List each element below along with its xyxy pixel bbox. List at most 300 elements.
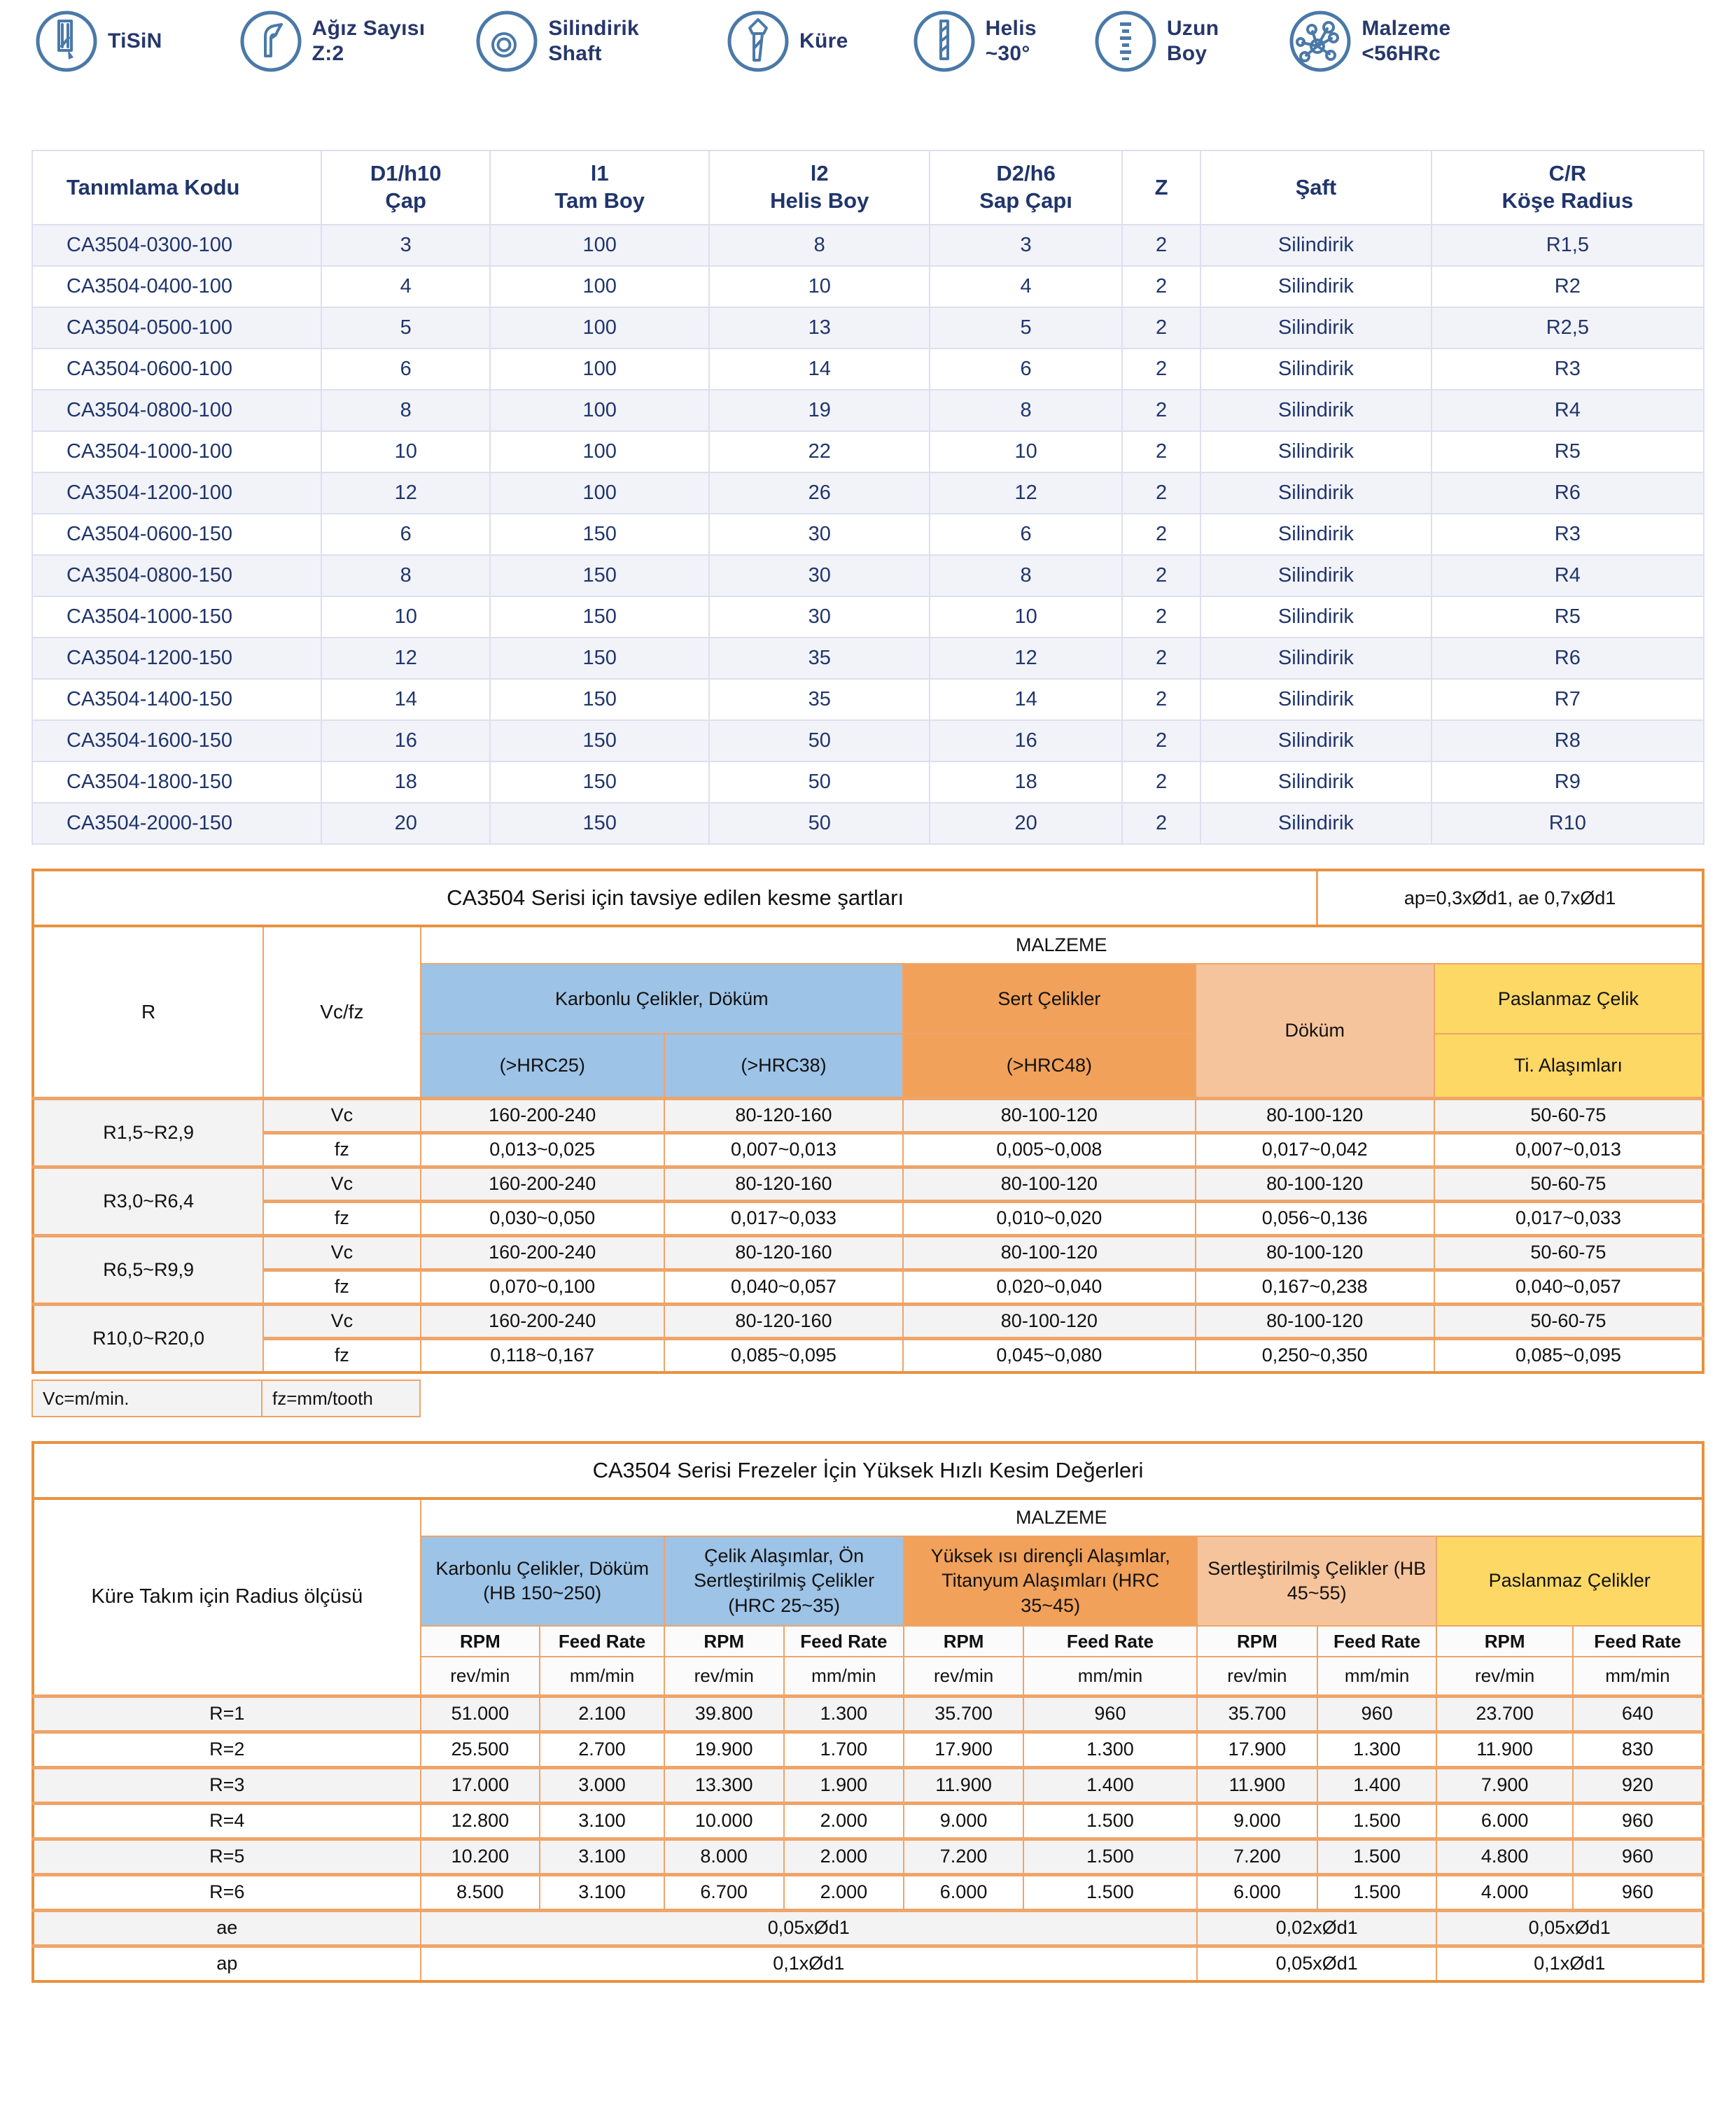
feed-unit-header: mm/min <box>1317 1657 1437 1696</box>
cell: R4 <box>1432 390 1704 431</box>
material-group-hard-steels: Sert Çelikler <box>903 964 1196 1034</box>
cell: 80-120-160 <box>664 1167 903 1201</box>
cell: Silindirik <box>1200 431 1432 472</box>
cell: 1.700 <box>784 1732 904 1767</box>
cell: 80-120-160 <box>664 1235 903 1270</box>
cell: 14 <box>709 349 930 390</box>
cell: 19 <box>709 390 930 431</box>
cutting-conditions-note: ap=0,3xØd1, ae 0,7xØd1 <box>1404 887 1616 908</box>
table-row <box>32 803 1704 844</box>
feature-tisin <box>35 10 162 73</box>
cell: CA3504-2000-150 <box>32 803 321 844</box>
row-label: ae <box>33 1910 421 1946</box>
cell: 4 <box>930 266 1122 307</box>
cell: 16 <box>930 720 1122 761</box>
header-row <box>33 926 1703 964</box>
cell: 80-100-120 <box>1196 1235 1434 1270</box>
cell: 100 <box>490 307 709 349</box>
cell: 80-120-160 <box>664 1098 903 1132</box>
cell: 0,040~0,057 <box>664 1270 903 1304</box>
header-row <box>33 1498 1703 1536</box>
cell: 8 <box>709 225 930 266</box>
cell: 6.000 <box>1197 1874 1317 1910</box>
cell: 160-200-240 <box>421 1235 664 1270</box>
cell: 0,056~0,136 <box>1196 1201 1434 1235</box>
hardness-hrc48: (>HRC48) <box>903 1034 1196 1098</box>
cell: Silindirik <box>1200 638 1432 679</box>
cell: 18 <box>321 761 490 803</box>
r-range-cell: R10,0~R20,0 <box>33 1304 263 1373</box>
feedrate-header: Feed Rate <box>540 1626 664 1657</box>
cell: 2 <box>1122 803 1200 844</box>
cell: 100 <box>490 225 709 266</box>
feature-icon-strip <box>0 0 1736 73</box>
cell: 0,007~0,013 <box>664 1132 903 1167</box>
feature-icon-label: Uzun Boy <box>1166 17 1219 65</box>
cell: 50 <box>709 761 930 803</box>
table-row <box>33 1803 1703 1839</box>
cell: CA3504-0400-100 <box>32 266 321 307</box>
cell: 17.000 <box>421 1767 540 1803</box>
cell: 17.900 <box>1197 1732 1317 1767</box>
tisin-coating-icon <box>35 10 98 73</box>
table-row <box>32 761 1704 803</box>
cell: 12 <box>930 472 1122 514</box>
cell: 160-200-240 <box>421 1304 664 1338</box>
cell: Silindirik <box>1200 225 1432 266</box>
cell: 10 <box>321 596 490 638</box>
merged-cell: 0,05xØd1 <box>1436 1910 1703 1946</box>
cell: 7.200 <box>1197 1839 1317 1874</box>
cell: Silindirik <box>1200 761 1432 803</box>
feature-material-hardness <box>1289 10 1450 73</box>
r-range-cell: R3,0~R6,4 <box>33 1167 263 1235</box>
rpm-header: RPM <box>1436 1626 1572 1657</box>
cell: 50-60-75 <box>1434 1167 1703 1201</box>
material-group-stainless: Paslanmaz Çelik <box>1434 964 1703 1034</box>
cell: Silindirik <box>1200 514 1432 555</box>
cell: 2 <box>1122 225 1200 266</box>
row-label: ap <box>33 1946 421 1981</box>
cell: 1.500 <box>1023 1839 1197 1874</box>
feed-unit-header: mm/min <box>1023 1657 1197 1696</box>
cell: R10 <box>1432 803 1704 844</box>
cell: 0,005~0,008 <box>903 1132 1196 1167</box>
cell: 100 <box>490 266 709 307</box>
cell: R5 <box>1432 596 1704 638</box>
malzeme-header: MALZEME <box>421 926 1703 964</box>
cell: 11.900 <box>1197 1767 1317 1803</box>
cell: 100 <box>490 472 709 514</box>
cell: Silindirik <box>1200 720 1432 761</box>
hsm-titlebox <box>31 1441 1704 1497</box>
feature-icon-label: TiSiN <box>108 29 162 52</box>
cell: R6 <box>1432 472 1704 514</box>
cell: 2 <box>1122 720 1200 761</box>
cell: Silindirik <box>1200 349 1432 390</box>
cell: 35.700 <box>1197 1696 1317 1732</box>
radius-row-label: R=6 <box>33 1874 421 1910</box>
cell: 30 <box>709 596 930 638</box>
cell: CA3504-1600-150 <box>32 720 321 761</box>
cell: 6 <box>930 349 1122 390</box>
cell: 80-120-160 <box>664 1304 903 1338</box>
fz-label-cell: fz <box>263 1270 420 1304</box>
cell: 8 <box>930 555 1122 596</box>
cell: 10.000 <box>664 1803 784 1839</box>
cell: 2.000 <box>784 1803 904 1839</box>
cell: 20 <box>930 803 1122 844</box>
cell: Silindirik <box>1200 679 1432 720</box>
material-titanium-alloys: Yüksek ısı dirençli Alaşımlar, Titanyum Alaşımları (HRC 35~45) <box>904 1536 1197 1626</box>
cell: 50 <box>709 803 930 844</box>
cell: 80-100-120 <box>1196 1304 1434 1338</box>
cell: Silindirik <box>1200 307 1432 349</box>
cell: 4 <box>321 266 490 307</box>
cell: 80-100-120 <box>903 1235 1196 1270</box>
table-row <box>32 472 1704 514</box>
feedrate-header: Feed Rate <box>784 1626 904 1657</box>
cell: 9.000 <box>1197 1803 1317 1839</box>
cell: 150 <box>490 761 709 803</box>
feed-unit-header: mm/min <box>784 1657 904 1696</box>
cell: CA3504-0500-100 <box>32 307 321 349</box>
cell: 3.100 <box>540 1803 664 1839</box>
cell: 30 <box>709 555 930 596</box>
table-row <box>32 307 1704 349</box>
cell: 960 <box>1573 1803 1703 1839</box>
cell: 8 <box>930 390 1122 431</box>
cell: 960 <box>1573 1839 1703 1874</box>
cell: 12.800 <box>421 1803 540 1839</box>
hardness-hrc25: (>HRC25) <box>421 1034 664 1098</box>
rpm-header: RPM <box>421 1626 540 1657</box>
table-row <box>32 514 1704 555</box>
cell: 17.900 <box>904 1732 1023 1767</box>
table-row <box>33 1132 1703 1167</box>
cell: 2 <box>1122 761 1200 803</box>
r-range-cell: R6,5~R9,9 <box>33 1235 263 1304</box>
fz-label-cell: fz <box>263 1132 420 1167</box>
cell: 2.000 <box>784 1839 904 1874</box>
hsm-title: CA3504 Serisi Frezeler İçin Yüksek Hızlı Kesim Değerleri <box>592 1458 1144 1482</box>
cell: 20 <box>321 803 490 844</box>
cell: R2 <box>1432 266 1704 307</box>
cell: Silindirik <box>1200 266 1432 307</box>
radius-row-label: R=5 <box>33 1839 421 1874</box>
table-row <box>33 1098 1703 1132</box>
column-header: D1/h10 Çap <box>321 150 490 225</box>
radius-column-header: Küre Takım için Radius ölçüsü <box>33 1498 421 1696</box>
table-row <box>32 555 1704 596</box>
cell: Silindirik <box>1200 390 1432 431</box>
cutting-conditions-titlebox <box>31 869 1704 925</box>
rpm-header: RPM <box>904 1626 1023 1657</box>
cell: R1,5 <box>1432 225 1704 266</box>
feature-long-length <box>1094 10 1219 73</box>
cell: 18 <box>930 761 1122 803</box>
cell: 100 <box>490 349 709 390</box>
cell: 12 <box>321 638 490 679</box>
cell: 50-60-75 <box>1434 1098 1703 1132</box>
cell: 2 <box>1122 472 1200 514</box>
cell: Silindirik <box>1200 472 1432 514</box>
cell: 80-100-120 <box>903 1304 1196 1338</box>
cell: R2,5 <box>1432 307 1704 349</box>
long-length-icon <box>1094 10 1157 73</box>
feature-cylindrical-shaft <box>475 10 639 73</box>
cell: 14 <box>930 679 1122 720</box>
cell: 150 <box>490 596 709 638</box>
vc-label-cell: Vc <box>263 1098 420 1132</box>
table-row <box>33 1839 1703 1874</box>
cell: Silindirik <box>1200 596 1432 638</box>
cell: 51.000 <box>421 1696 540 1732</box>
cell: 80-100-120 <box>903 1167 1196 1201</box>
cell: 1.300 <box>1317 1732 1437 1767</box>
cell: 2 <box>1122 307 1200 349</box>
cell: CA3504-1200-100 <box>32 472 321 514</box>
table-row <box>32 638 1704 679</box>
cell: Silindirik <box>1200 803 1432 844</box>
cell: 100 <box>490 431 709 472</box>
table-row <box>33 1167 1703 1201</box>
cell: 8 <box>321 555 490 596</box>
cell: 6.000 <box>1436 1803 1572 1839</box>
cell: 1.500 <box>1317 1803 1437 1839</box>
material-carbon-steels: Karbonlu Çelikler, Döküm (HB 150~250) <box>421 1536 664 1626</box>
cell: 16 <box>321 720 490 761</box>
cell: 150 <box>490 638 709 679</box>
cell: 920 <box>1573 1767 1703 1803</box>
table-row <box>33 1732 1703 1767</box>
cell: 150 <box>490 720 709 761</box>
cell: 8.000 <box>664 1839 784 1874</box>
cell: 8.500 <box>421 1874 540 1910</box>
cell: CA3504-1000-100 <box>32 431 321 472</box>
flute-count-icon <box>239 10 302 73</box>
cell: 9.000 <box>904 1803 1023 1839</box>
vc-label-cell: Vc <box>263 1167 420 1201</box>
table-row <box>32 720 1704 761</box>
cell: 150 <box>490 679 709 720</box>
column-header: C/R Köşe Radius <box>1432 150 1704 225</box>
table-row <box>33 1304 1703 1338</box>
cell: 2 <box>1122 638 1200 679</box>
cylindrical-shaft-icon <box>475 10 538 73</box>
material-group-carbon-steels: Karbonlu Çelikler, Döküm <box>421 964 904 1034</box>
column-header: Şaft <box>1200 150 1432 225</box>
feedrate-header: Feed Rate <box>1573 1626 1703 1657</box>
hardness-hrc38: (>HRC38) <box>664 1034 903 1098</box>
cell: 6 <box>321 349 490 390</box>
cell: 0,070~0,100 <box>421 1270 664 1304</box>
cell: R6 <box>1432 638 1704 679</box>
cutting-conditions-footnotes <box>31 1380 1704 1417</box>
feedrate-header: Feed Rate <box>1317 1626 1437 1657</box>
cell: 1.300 <box>784 1696 904 1732</box>
vcfz-column-header: Vc/fz <box>263 926 420 1098</box>
cell: 35.700 <box>904 1696 1023 1732</box>
cell: CA3504-1200-150 <box>32 638 321 679</box>
feed-unit-header: mm/min <box>1573 1657 1703 1696</box>
cell: R9 <box>1432 761 1704 803</box>
cell: 640 <box>1573 1696 1703 1732</box>
feature-icon-label: Silindirik Shaft <box>548 17 640 65</box>
material-stainless-steels: Paslanmaz Çelikler <box>1436 1536 1703 1626</box>
r-column-header: R <box>33 926 263 1098</box>
cell: 10 <box>709 266 930 307</box>
merged-cell: 0,02xØd1 <box>1197 1910 1436 1946</box>
cell: 6.700 <box>664 1874 784 1910</box>
column-header: D2/h6 Sap Çapı <box>930 150 1122 225</box>
cell: 25.500 <box>421 1732 540 1767</box>
cell: Silindirik <box>1200 555 1432 596</box>
feature-icon-label: Küre <box>799 29 848 52</box>
cell: 35 <box>709 638 930 679</box>
cell: 0,030~0,050 <box>421 1201 664 1235</box>
merged-cell: 0,1xØd1 <box>421 1946 1197 1981</box>
feed-unit-header: mm/min <box>540 1657 664 1696</box>
cell: 0,040~0,057 <box>1434 1270 1703 1304</box>
table-row <box>32 390 1704 431</box>
cell: CA3504-0600-150 <box>32 514 321 555</box>
cell: CA3504-1400-150 <box>32 679 321 720</box>
cell: 2.000 <box>784 1874 904 1910</box>
rpm-unit-header: rev/min <box>664 1657 784 1696</box>
footnote-vc: Vc=m/min. <box>31 1380 262 1417</box>
cell: 0,085~0,095 <box>1434 1338 1703 1373</box>
feature-flute-count <box>239 10 426 73</box>
cell: 150 <box>490 514 709 555</box>
cell: R5 <box>1432 431 1704 472</box>
cell: 3 <box>321 225 490 266</box>
table-row <box>33 1874 1703 1910</box>
cell: R3 <box>1432 514 1704 555</box>
cell: 12 <box>930 638 1122 679</box>
cell: 160-200-240 <box>421 1098 664 1132</box>
cell: 0,007~0,013 <box>1434 1132 1703 1167</box>
vc-label-cell: Vc <box>263 1304 420 1338</box>
cell: 14 <box>321 679 490 720</box>
cell: 0,013~0,025 <box>421 1132 664 1167</box>
cell: 960 <box>1573 1874 1703 1910</box>
cell: 13.300 <box>664 1767 784 1803</box>
rpm-unit-header: rev/min <box>904 1657 1023 1696</box>
cell: 2 <box>1122 596 1200 638</box>
table-row <box>32 431 1704 472</box>
footnote-fz: fz=mm/tooth <box>262 1380 421 1417</box>
ti-alloys-header: Ti. Alaşımları <box>1434 1034 1703 1098</box>
column-header: l2 Helis Boy <box>709 150 930 225</box>
feature-icon-label: Malzeme <56HRc <box>1362 17 1451 65</box>
hsm-table <box>31 1497 1704 1983</box>
cell: CA3504-1800-150 <box>32 761 321 803</box>
cell: CA3504-0600-100 <box>32 349 321 390</box>
cell: 2 <box>1122 349 1200 390</box>
cell: 1.500 <box>1317 1839 1437 1874</box>
cell: 10.200 <box>421 1839 540 1874</box>
helix-angle-icon <box>913 10 976 73</box>
cell: 0,017~0,033 <box>1434 1201 1703 1235</box>
cell: R8 <box>1432 720 1704 761</box>
material-hardened-steels: Sertleştirilmiş Çelikler (HB 45~55) <box>1197 1536 1436 1626</box>
table-row <box>32 225 1704 266</box>
ball-nose-icon <box>727 10 790 73</box>
cell: 0,017~0,042 <box>1196 1132 1434 1167</box>
cell: 1.900 <box>784 1767 904 1803</box>
feature-icon-label: Helis ~30° <box>985 17 1037 65</box>
cell: 160-200-240 <box>421 1167 664 1201</box>
cell: 3.100 <box>540 1839 664 1874</box>
table-row <box>33 1338 1703 1373</box>
cell: 1.300 <box>1023 1732 1197 1767</box>
cell: 6.000 <box>904 1874 1023 1910</box>
cell: 6 <box>930 514 1122 555</box>
cell: 19.900 <box>664 1732 784 1767</box>
merged-cell: 0,05xØd1 <box>421 1910 1197 1946</box>
radius-row-label: R=1 <box>33 1696 421 1732</box>
rpm-unit-header: rev/min <box>421 1657 540 1696</box>
cell: 26 <box>709 472 930 514</box>
cell: R4 <box>1432 555 1704 596</box>
cell: 13 <box>709 307 930 349</box>
cell: 30 <box>709 514 930 555</box>
cell: 39.800 <box>664 1696 784 1732</box>
fz-label-cell: fz <box>263 1201 420 1235</box>
cell: 7.200 <box>904 1839 1023 1874</box>
rpm-header: RPM <box>1197 1626 1317 1657</box>
table-row <box>32 266 1704 307</box>
merged-cell: 0,05xØd1 <box>1197 1946 1436 1981</box>
table-row <box>33 1767 1703 1803</box>
cell: 2 <box>1122 431 1200 472</box>
cell: 0,020~0,040 <box>903 1270 1196 1304</box>
feature-ball-nose <box>727 10 848 73</box>
radius-row-label: R=2 <box>33 1732 421 1767</box>
cell: 960 <box>1023 1696 1197 1732</box>
cell: 22 <box>709 431 930 472</box>
malzeme-header: MALZEME <box>421 1498 1703 1536</box>
cell: 4.800 <box>1436 1839 1572 1874</box>
cell: 0,085~0,095 <box>664 1338 903 1373</box>
table-row <box>33 1270 1703 1304</box>
cell: 10 <box>930 596 1122 638</box>
cell: 10 <box>930 431 1122 472</box>
cell: 830 <box>1573 1732 1703 1767</box>
cell: 50-60-75 <box>1434 1304 1703 1338</box>
table-row <box>32 596 1704 638</box>
rpm-header: RPM <box>664 1626 784 1657</box>
spec-table <box>31 150 1704 845</box>
cell: 80-100-120 <box>1196 1167 1434 1201</box>
cell: 150 <box>490 803 709 844</box>
radius-row-label: R=4 <box>33 1803 421 1839</box>
cell: 1.400 <box>1317 1767 1437 1803</box>
table-row <box>32 349 1704 390</box>
cell: 11.900 <box>904 1767 1023 1803</box>
table-row <box>33 1201 1703 1235</box>
cell: CA3504-1000-150 <box>32 596 321 638</box>
cell: 3.000 <box>540 1767 664 1803</box>
cell: 6 <box>321 514 490 555</box>
cutting-conditions-table <box>31 925 1704 1374</box>
vc-label-cell: Vc <box>263 1235 420 1270</box>
column-header: l1 Tam Boy <box>490 150 709 225</box>
material-group-cast-iron: Döküm <box>1196 964 1434 1098</box>
cell: 50-60-75 <box>1434 1235 1703 1270</box>
table-row <box>32 679 1704 720</box>
